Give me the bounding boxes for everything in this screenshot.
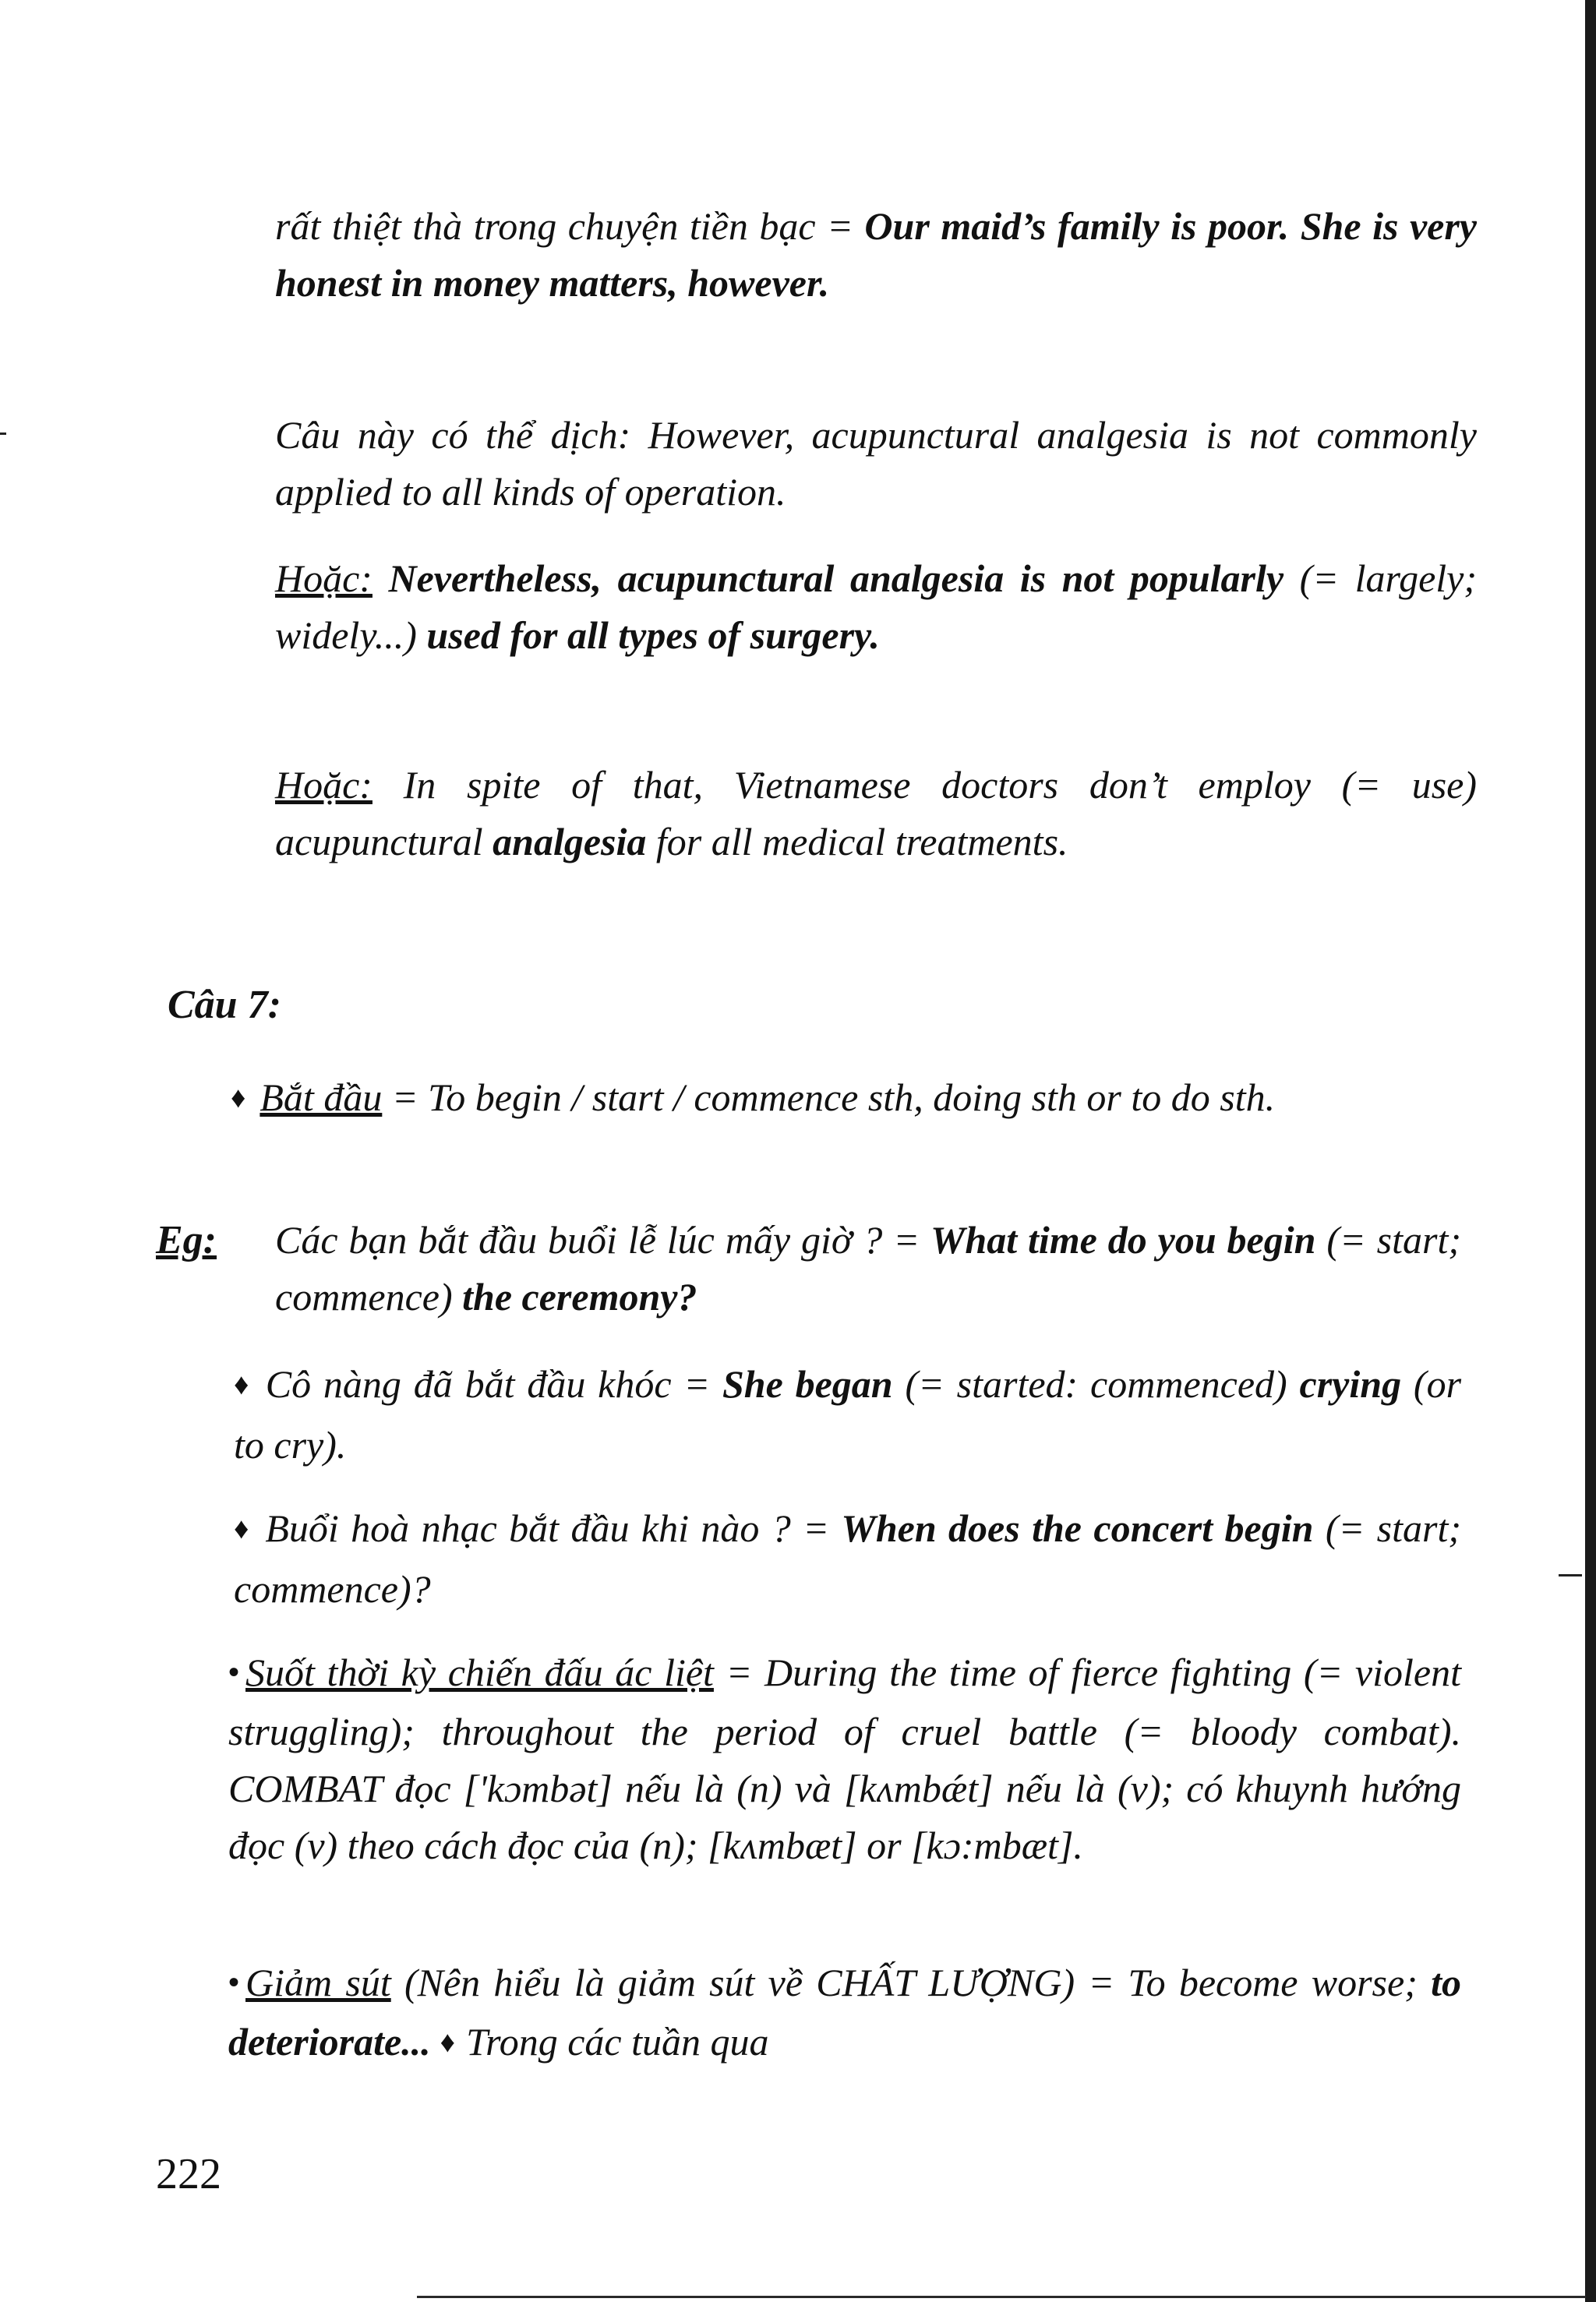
page-number: 222	[156, 2150, 221, 2198]
alternative-label: Hoặc:	[275, 556, 373, 600]
example-label: Eg:	[156, 1218, 217, 1262]
paragraph-bold-text: used for all types of surgery.	[426, 613, 880, 657]
bullet-text: = During the time of fierce fighting (= violent struggling); throughout the period of cruel battle (= bloody combat). COMBAT đọc ['kɔmbət] nếu là (n) và [kʌmbǽt] nếu là (v); có khuynh hướng đọc (v) theo cách đọc của (n); [kʌmbæt] or [kɔ:mbæt].	[228, 1651, 1461, 1867]
bullet-term: Giảm sút	[245, 1961, 391, 2004]
bullet-bold-text: to deteriorate...	[228, 1961, 1461, 2064]
scan-mark-right	[1559, 1574, 1582, 1576]
page-edge-line	[1585, 0, 1596, 2302]
paragraph-text: Câu này có thể dịch: However, acupunctural analgesia is not commonly applied to all kinds of operation.	[275, 413, 1477, 514]
paragraph-alternative-1	[275, 550, 1477, 664]
bullet-bold-text: She began	[722, 1362, 893, 1406]
bullet-text: (Nên hiểu là giảm sút về CHẤT LƯỢNG) = To become worse;	[390, 1961, 1432, 2004]
bullet-bat-dau	[231, 1069, 1462, 1130]
section-heading: Câu 7:	[168, 983, 281, 1027]
bullet-text: (or to cry).	[234, 1362, 1462, 1467]
paragraph-alternative-2	[275, 757, 1477, 870]
diamond-bullet-icon: ♦	[234, 1368, 252, 1401]
paragraph-text: In spite of that, Vietnamese doctors don’t employ (= use) acupunctural	[275, 763, 1477, 863]
example-bold-text: the ceremony?	[462, 1275, 697, 1319]
bullet-bold-text: When does the concert begin	[841, 1506, 1314, 1550]
example-paragraph	[275, 1212, 1461, 1326]
bullet-bold-text: crying	[1299, 1362, 1402, 1406]
bullet-term: Bắt đầu	[260, 1075, 383, 1119]
diamond-bullet-icon: ♦	[234, 1513, 252, 1545]
scan-mark-left	[0, 433, 6, 435]
diamond-bullet-icon: ♦	[231, 1082, 246, 1114]
dot-bullet-icon: •	[228, 1654, 240, 1689]
bullet-giam-sut	[228, 1954, 1461, 2074]
bullet-text: Trong các tuần qua	[466, 2020, 769, 2064]
diamond-bullet-icon: ♦	[440, 2026, 456, 2059]
example-text: (= start; commence)	[275, 1218, 1461, 1319]
bullet-text: Buổi hoà nhạc bắt đầu khi nào ? =	[265, 1506, 842, 1550]
bullet-co-nang	[234, 1356, 1461, 1474]
bullet-text: Cô nàng đã bắt đầu khóc =	[265, 1362, 722, 1406]
bullet-text: = To begin / start / commence sth, doing sth or to do sth.	[382, 1075, 1276, 1119]
bullet-buoi-hoa-nhac	[234, 1500, 1461, 1618]
alternative-label: Hoặc:	[275, 763, 373, 807]
example-bold-text: What time do you begin	[930, 1218, 1316, 1262]
paragraph-bold-text: Nevertheless, acupunctural analgesia is not popularly	[372, 556, 1284, 600]
paragraph-bold-text: analgesia	[493, 820, 647, 863]
bullet-suot-thoi-ky	[228, 1644, 1461, 1874]
paragraph-translation	[275, 407, 1477, 521]
paragraph-text: for all medical treatments.	[646, 820, 1068, 863]
example-text: Các bạn bắt đầu buổi lễ lúc mấy giờ ? =	[275, 1218, 930, 1262]
paragraph-maid-family	[275, 198, 1477, 312]
paragraph-text: (= largely; widely...)	[275, 556, 1477, 657]
dot-bullet-icon: •	[228, 1965, 240, 2000]
bullet-text: (= start; commence)?	[234, 1506, 1461, 1611]
bullet-text: (= started: commenced)	[892, 1362, 1300, 1406]
bottom-rule	[417, 2296, 1586, 2298]
bullet-term: Suốt thời kỳ chiến đấu ác liệt	[245, 1651, 714, 1694]
paragraph-text: rất thiệt thà trong chuyện tiền bạc =	[275, 204, 865, 248]
paragraph-bold-text: Our maid’s family is poor. She is very honest in money matters, however.	[275, 204, 1477, 305]
